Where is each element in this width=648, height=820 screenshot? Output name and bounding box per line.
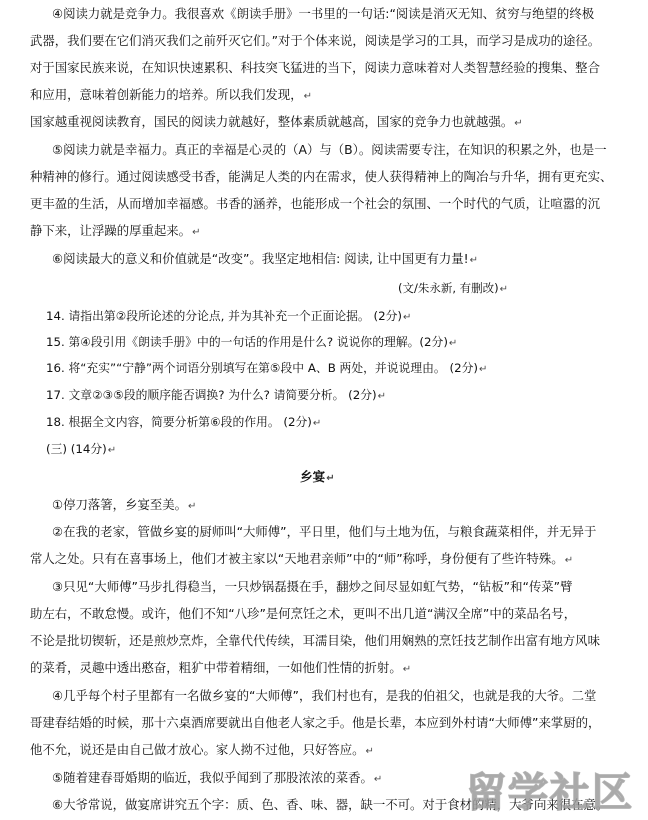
text-line-2: 武器，我们要在它们消灭我们之前歼灭它们。”对于个体来说，阅读是学习的工具，而学习是成功的途径。: [30, 33, 601, 48]
text-line-9: 静下来，让浮躁的厚重起来。↵: [30, 223, 201, 238]
paragraph-mark: ↵: [564, 555, 574, 566]
paragraph-mark: ↵: [326, 473, 335, 484]
question-15: 15. 第④段引用《朗读手册》中的一句话的作用是什么? 说说你的理解。(2分)↵: [46, 335, 458, 349]
text-line-21: 常人之处。只有在喜事场上，他们才被主家以“天地君亲师”中的“师”称呼，身份便有了些许特殊。↵: [30, 551, 574, 566]
text-line-10: ⑥阅读最大的意义和价值就是“改变”。我坚定地相信: 阅读, 让中国更有力量!↵: [52, 251, 479, 266]
paragraph-mark: ↵: [478, 364, 488, 375]
paragraph-mark: ↵: [377, 391, 387, 402]
text-line-26: ④几乎每个村子里都有一名做乡宴的“大师傅”，我们村也有，是我的伯祖父，也就是我的大爷。二堂: [52, 688, 597, 703]
text-line-19: ①停刀落箸，乡宴至美。↵: [52, 497, 197, 512]
paragraph-mark: ↵: [107, 445, 117, 456]
text-line-29: ⑤随着建春哥婚期的临近，我似乎闻到了那股浓浓的菜香。↵: [52, 770, 383, 785]
text-line-27: 哥建春结婚的时候，那十六桌酒席要就出自他老人家之手。他是长辈，本应到外村请“大师傅”来掌厨的，: [30, 715, 601, 730]
question-18: 18. 根据全文内容，简要分析第⑥段的作用。 (2分)↵: [46, 415, 322, 429]
site-watermark: 留学社区: [466, 769, 634, 816]
section-heading: (三) (14分)↵: [46, 442, 117, 456]
text-line-22: ③只见“大师傅”马步扎得稳当，一只炒锅磊摄在手，翻炒之间尽显如虹气势，“钻板”和“传菜”臂: [52, 579, 573, 594]
question-14: 14. 请指出第②段所论述的分论点, 并为其补充一个正面论据。 (2分)↵: [46, 309, 412, 323]
paragraph-mark: ↵: [373, 774, 383, 785]
paragraph-mark: ↵: [312, 418, 322, 429]
paragraph-mark: ↵: [188, 501, 197, 512]
text-line-24: 不论是批切锲斩，还是煎炒烹炸，全靠代代传续，耳濡目染，他们用娴熟的烹饪技艺制作出富有地方风味: [30, 633, 600, 648]
article-title: 乡宴↵: [300, 469, 335, 484]
paragraph-mark: ↵: [499, 284, 509, 295]
question-16: 16. 将“充实”“宁静”两个词语分别填写在第⑤段中 A、B 两处，并说说理由。 (2分)↵: [46, 361, 488, 375]
paragraph-mark: ↵: [402, 664, 412, 675]
text-line-28: 他不允，说还是由自己做才放心。家人拗不过他，只好答应。↵: [30, 742, 374, 757]
text-line-5: 国家越重视阅读教育，国民的阅读力就越好，整体素质就越高，国家的竞争力也就越强。↵: [30, 114, 523, 129]
paragraph-mark: ↵: [514, 118, 523, 129]
paragraph-mark: ↵: [303, 91, 312, 102]
text-line-30: ⑥大爷常说，做宴席讲究五个字：质、色、香、味、器，缺一不可。对于食材的精，大爷向来很在意。: [52, 797, 609, 812]
paragraph-mark: ↵: [365, 746, 374, 757]
text-line-25: 的菜肴，灵趣中透出憨奋，粗犷中带着精细，一如他们性情的折射。↵: [30, 660, 412, 675]
paragraph-mark: ↵: [402, 312, 412, 323]
text-line-1: ④阅读力就是竞争力。我很喜欢《朗读手册》一书里的一句话:“阅读是消灭无知、贫穷与绝望的终极: [52, 6, 595, 21]
text-line-6: ⑤阅读力就是幸福力。真正的幸福是心灵的（A）与（B）。阅读需要专注，在知识的积累之外，也是一: [52, 142, 607, 157]
text-line-8: 更丰盈的生活，从而增加幸福感。书香的涵养，也能形成一个社会的氛围、一个时代的气质，让喧嚣的沉: [30, 196, 600, 211]
paragraph-mark: ↵: [469, 255, 479, 266]
paragraph-mark: ↵: [448, 338, 458, 349]
text-line-23: 助左右，不敢怠慢。或许，他们不知“八珍”是何烹饪之术，更叫不出几道“满汉全席”中的菜品名号，: [30, 606, 577, 621]
text-line-7: 种精神的修行。通过阅读感受书香，能满足人类的内在需求，使人获得精神上的陶冶与升华，拥有更充实、: [30, 169, 613, 184]
source-attribution: (文/朱永新, 有删改)↵: [398, 281, 509, 295]
text-line-3: 对于国家民族来说，在知识快速累积、科技突飞猛进的当下，阅读力意味着对人类智慧经验的搜集、整合: [30, 60, 600, 75]
question-17: 17. 文章②③⑤段的顺序能否调换? 为什么? 请简要分析。 (2分)↵: [46, 388, 387, 402]
text-line-4: 和应用，意味着创新能力的培养。所以我们发现，↵: [30, 87, 312, 102]
text-line-20: ②在我的老家，管做乡宴的厨师叫“大师傅”，平日里，他们与土地为伍，与粮食蔬菜相伴，并无异于: [52, 524, 597, 539]
paragraph-mark: ↵: [192, 227, 201, 238]
